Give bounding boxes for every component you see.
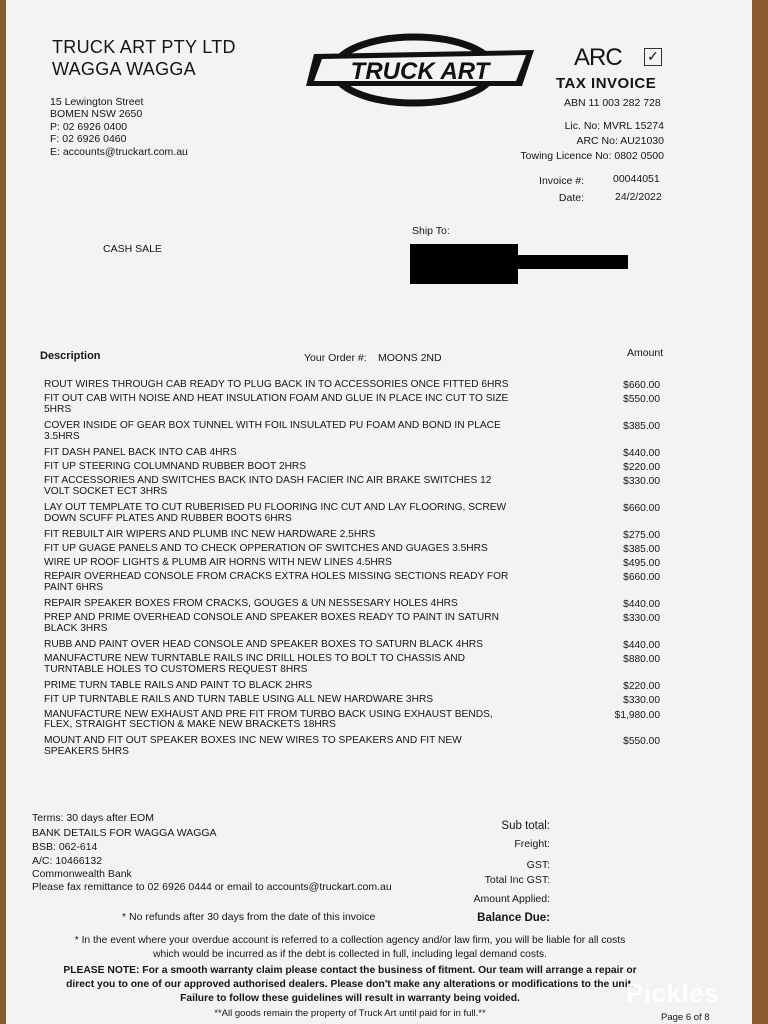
company-branch: WAGGA WAGGA — [52, 59, 196, 79]
redacted-address — [410, 244, 518, 284]
line-item-amount: $220.00 — [623, 681, 660, 693]
line-item-description-line: MOUNT AND FIT OUT SPEAKER BOXES INC NEW WIRES TO SPEAKERS AND FIT NEW — [44, 735, 462, 747]
invoice-page — [6, 0, 752, 1024]
line-item-description-line: DOWN SCUFF PLATES AND RUBBER BOOTS 6HRS — [44, 512, 292, 524]
remittance-note: Please fax remittance to 02 6926 0444 or email to accounts@truckart.com.au — [32, 881, 392, 893]
warranty-note-2: direct you to one of our approved authorised dealers. Please don't make any alterations or modifications to the unit. — [66, 979, 634, 990]
line-item-description-line: WIRE UP ROOF LIGHTS & PLUMB AIR HORNS WITH NEW LINES 4.5HRS — [44, 557, 392, 569]
line-item-amount: $330.00 — [623, 613, 660, 625]
bank-bsb: BSB: 062-614 — [32, 841, 98, 853]
pickles-watermark: Pickles — [626, 978, 720, 1008]
line-item-amount: $1,980.00 — [614, 709, 660, 721]
line-item-description-line: REPAIR OVERHEAD CONSOLE FROM CRACKS EXTRA HOLES MISSING SECTIONS READY FOR — [44, 571, 509, 583]
invoice-date: 24/2/2022 — [615, 191, 662, 203]
towing-licence: Towing Licence No: 0802 0500 — [520, 150, 664, 162]
line-item-description — [44, 503, 524, 524]
bank-heading: BANK DETAILS FOR WAGGA WAGGA — [32, 827, 217, 839]
amount-applied-label: Amount Applied: — [473, 893, 550, 905]
line-item-amount: $330.00 — [623, 695, 660, 707]
document-title: TAX INVOICE — [556, 75, 657, 92]
line-item-description — [44, 710, 524, 731]
arc-check-icon: ✓ — [644, 48, 662, 66]
invoice-date-label: Date: — [558, 192, 584, 204]
line-item-amount: $385.00 — [623, 421, 660, 432]
line-item-amount: $550.00 — [623, 394, 660, 406]
line-item-description — [44, 380, 524, 391]
total-inc-gst-label: Total Inc GST: — [484, 874, 550, 886]
line-item-description-line: 3.5HRS — [44, 430, 80, 442]
truck-art-logo — [302, 32, 542, 113]
line-item-description — [44, 476, 524, 497]
line-item-description-line: MANUFACTURE NEW TURNTABLE RAILS INC DRILL HOLES TO BOLT TO CHASSIS AND — [44, 653, 465, 665]
freight-label: Freight: — [514, 838, 550, 850]
arc-number: ARC No: AU21030 — [576, 135, 664, 147]
licence-number: Lic. No: MVRL 15274 — [564, 120, 664, 132]
company-phone: P: 02 6926 0400 — [50, 121, 128, 133]
refund-note: * No refunds after 30 days from the date of this invoice — [122, 911, 376, 923]
gst-label: GST: — [526, 859, 550, 871]
line-item-description-line: REPAIR SPEAKER BOXES FROM CRACKS, GOUGES & UN NESSESARY HOLES 4HRS — [44, 598, 458, 610]
line-item-description-line: TURNTABLE HOLES TO CUSTOMERS REQUEST 8HRS — [44, 663, 308, 675]
line-item-description-line: FIT OUT CAB WITH NOISE AND HEAT INSULATION FOAM AND GLUE IN PLACE INC CUT TO SIZE — [44, 393, 509, 405]
line-item-amount: $660.00 — [623, 572, 660, 584]
line-item-description-line: FIT UP STEERING COLUMNAND RUBBER BOOT 2HRS — [44, 461, 307, 472]
logo-text: TRUCK ART — [350, 58, 490, 85]
company-name: TRUCK ART PTY LTD — [52, 37, 236, 57]
line-item-amount: $660.00 — [623, 503, 660, 514]
bank-name: Commonwealth Bank — [32, 868, 132, 880]
company-fax: F: 02 6926 0460 — [50, 133, 127, 145]
line-item-description-line: PAINT 6HRS — [44, 581, 104, 593]
line-item-description — [44, 613, 524, 634]
line-item-description — [44, 558, 524, 569]
ownership-note: **All goods remain the property of Truck Art until paid for in full.** — [214, 1008, 486, 1019]
line-item-description-line: FIT DASH PANEL BACK INTO CAB 4HRS — [44, 446, 237, 458]
line-item-amount: $220.00 — [623, 462, 660, 473]
line-item-description-line: RUBB AND PAINT OVER HEAD CONSOLE AND SPEAKER BOXES TO SATURN BLACK 4HRS — [44, 639, 483, 651]
line-item-amount: $330.00 — [623, 476, 660, 488]
subtotal-label: Sub total: — [501, 820, 550, 832]
line-item-amount: $880.00 — [623, 654, 660, 666]
line-item-amount: $440.00 — [623, 640, 660, 652]
ship-to-label: Ship To: — [412, 225, 450, 237]
line-item-description — [44, 736, 524, 757]
line-item-description-line: FLEX, STRAIGHT SECTION & MAKE NEW BRACKETS 18HRS — [44, 719, 336, 731]
line-item-description — [44, 544, 524, 555]
company-email: E: accounts@truckart.com.au — [50, 146, 188, 158]
line-item-description — [44, 572, 524, 593]
balance-due-label: Balance Due: — [477, 912, 550, 924]
line-item-amount: $440.00 — [623, 599, 660, 611]
line-item-amount: $385.00 — [623, 544, 660, 555]
page-number: Page 6 of 8 — [661, 1012, 710, 1023]
line-item-amount: $495.00 — [623, 558, 660, 570]
line-item-description — [44, 394, 524, 415]
line-item-description — [44, 640, 524, 651]
line-item-description — [44, 599, 524, 610]
warranty-note-1: PLEASE NOTE: For a smooth warranty claim please contact the business of fitment. Our team will arrange a repair or — [63, 965, 637, 976]
line-item-amount: $440.00 — [623, 447, 660, 459]
line-item-amount: $660.00 — [623, 380, 660, 391]
invoice-number-label: Invoice #: — [539, 175, 584, 187]
line-item-description-line: FIT ACCESSORIES AND SWITCHES BACK INTO DASH FACIER INC AIR BRAKE SWITCHES 12 — [44, 475, 492, 487]
line-item-description-line: SPEAKERS 5HRS — [44, 745, 129, 757]
line-item-description-line: FIT UP TURNTABLE RAILS AND TURN TABLE USING ALL NEW HARDWARE 3HRS — [44, 694, 434, 706]
amount-header: Amount — [627, 347, 664, 359]
abn: ABN 11 003 282 728 — [564, 97, 661, 109]
line-item-description-line: COVER INSIDE OF GEAR BOX TUNNEL WITH FOIL INSULATED PU FOAM AND BOND IN PLACE — [44, 420, 501, 431]
line-item-amount: $275.00 — [623, 529, 660, 541]
line-item-description — [44, 530, 524, 541]
line-item-description — [44, 695, 524, 706]
warranty-note-3: Failure to follow these guidelines will result in warranty being voided. — [180, 993, 520, 1004]
customer-name: CASH SALE — [103, 243, 162, 255]
line-item-description-line: FIT REBUILT AIR WIPERS AND PLUMB INC NEW HARDWARE 2.5HRS — [44, 528, 376, 540]
line-item-description — [44, 654, 524, 675]
line-item-description-line: FIT UP GUAGE PANELS AND TO CHECK OPPERATION OF SWITCHES AND GUAGES 3.5HRS — [44, 543, 488, 554]
line-item-description-line: PREP AND PRIME OVERHEAD CONSOLE AND SPEAKER BOXES READY TO PAINT IN SATURN — [44, 612, 499, 624]
payment-terms: Terms: 30 days after EOM — [32, 812, 154, 824]
line-item-description-line: 5HRS — [44, 403, 72, 415]
arc-logo-text: ARC — [574, 44, 622, 71]
bank-account: A/C: 10466132 — [32, 855, 103, 867]
line-item-description-line: ROUT WIRES THROUGH CAB READY TO PLUG BACK IN TO ACCESSORIES ONCE FITTED 6HRS — [44, 379, 509, 390]
line-item-description-line: PRIME TURN TABLE RAILS AND PAINT TO BLACK 2HRS — [44, 680, 313, 692]
company-address-2: BOMEN NSW 2650 — [50, 108, 143, 120]
collection-note-2: which would be incurred as if the debt is collected in full, including legal demand costs. — [153, 949, 547, 960]
line-item-description — [44, 681, 524, 692]
line-item-amount: $550.00 — [623, 736, 660, 748]
line-item-description-line: MANUFACTURE NEW EXHAUST AND PRE FIT FROM TURBO BACK USING EXHAUST BENDS, — [44, 708, 493, 720]
line-item-description — [44, 421, 524, 442]
line-item-description-line: BLACK 3HRS — [44, 622, 108, 634]
order-number: MOONS 2ND — [378, 352, 442, 364]
line-item-description — [44, 462, 524, 473]
description-header: Description — [40, 350, 101, 362]
line-item-description — [44, 448, 524, 459]
line-item-description-line: LAY OUT TEMPLATE TO CUT RUBERISED PU FLOORING INC CUT AND LAY FLOORING, SCREW — [44, 502, 507, 513]
order-label: Your Order #: — [304, 352, 367, 364]
collection-note-1: * In the event where your overdue account is referred to a collection agency and/or law firm, you will be liable for all costs — [74, 935, 626, 946]
invoice-number: 00044051 — [613, 173, 660, 185]
line-item-description-line: VOLT SOCKET ECT 3HRS — [44, 485, 168, 497]
company-address-1: 15 Lewington Street — [50, 96, 144, 108]
redacted-address-extension — [510, 255, 628, 269]
